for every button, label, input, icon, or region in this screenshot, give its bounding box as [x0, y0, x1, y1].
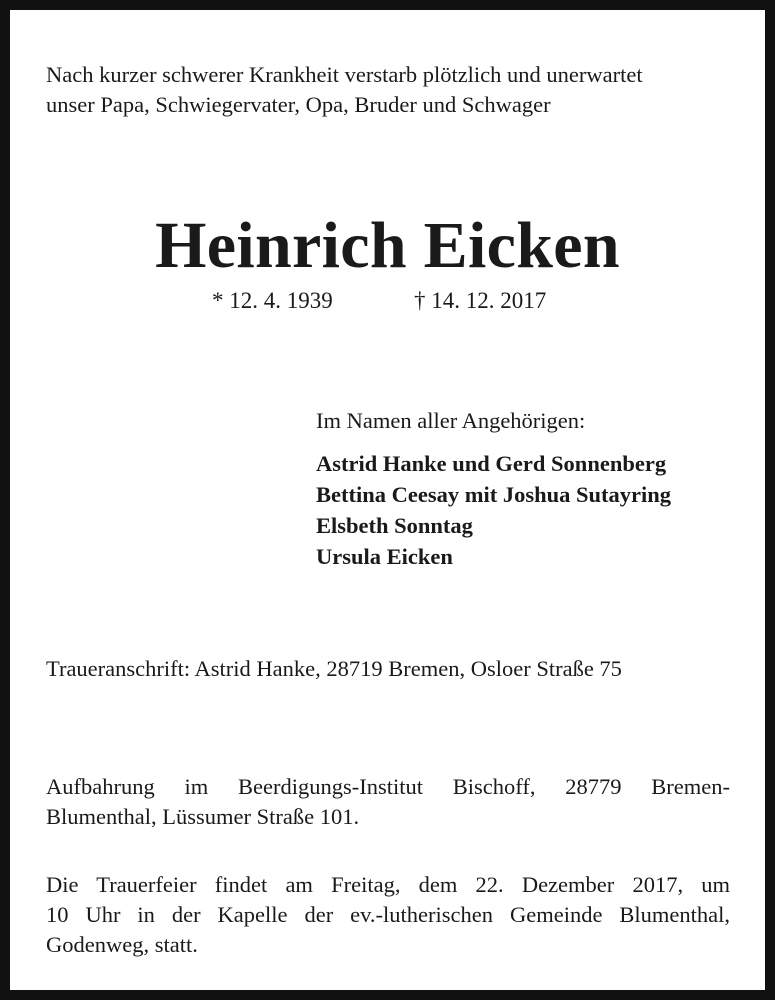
mourner-name: Ursula Eicken [316, 544, 453, 569]
mourner-name: Astrid Hanke und Gerd Sonnenberg [316, 451, 667, 476]
mourners-list [316, 448, 671, 572]
on-behalf-label: Im Namen aller Angehörigen: [316, 408, 586, 433]
wake-line: Blumenthal, Lüssumer Straße 101. [46, 804, 360, 829]
birth-date: * 12. 4. 1939 [212, 288, 333, 313]
intro-text [46, 60, 746, 120]
intro-line: unser Papa, Schwiegervater, Opa, Bruder und Schwager [46, 92, 551, 117]
wake-line: Aufbahrung im Beerdigungs-Institut Bischoff, 28779 Bremen- [46, 774, 730, 799]
deceased-name: Heinrich Eicken [155, 209, 620, 282]
death-date: † 14. 12. 2017 [414, 288, 547, 313]
service-line: Die Trauerfeier findet am Freitag, dem 22. Dezember 2017, um [46, 872, 730, 897]
funeral-service-info [46, 870, 730, 960]
wake-info [46, 772, 730, 832]
service-line: 10 Uhr in der Kapelle der ev.-lutherischen Gemeinde Blumenthal, [46, 902, 730, 927]
mourning-address: Traueranschrift: Astrid Hanke, 28719 Bremen, Osloer Straße 75 [46, 656, 622, 681]
mourner-name: Bettina Ceesay mit Joshua Sutayring [316, 482, 672, 507]
intro-line: Nach kurzer schwerer Krankheit verstarb plötzlich und unerwartet [46, 62, 643, 87]
service-line: Godenweg, statt. [46, 932, 198, 957]
mourner-name: Elsbeth Sonntag [316, 513, 473, 538]
